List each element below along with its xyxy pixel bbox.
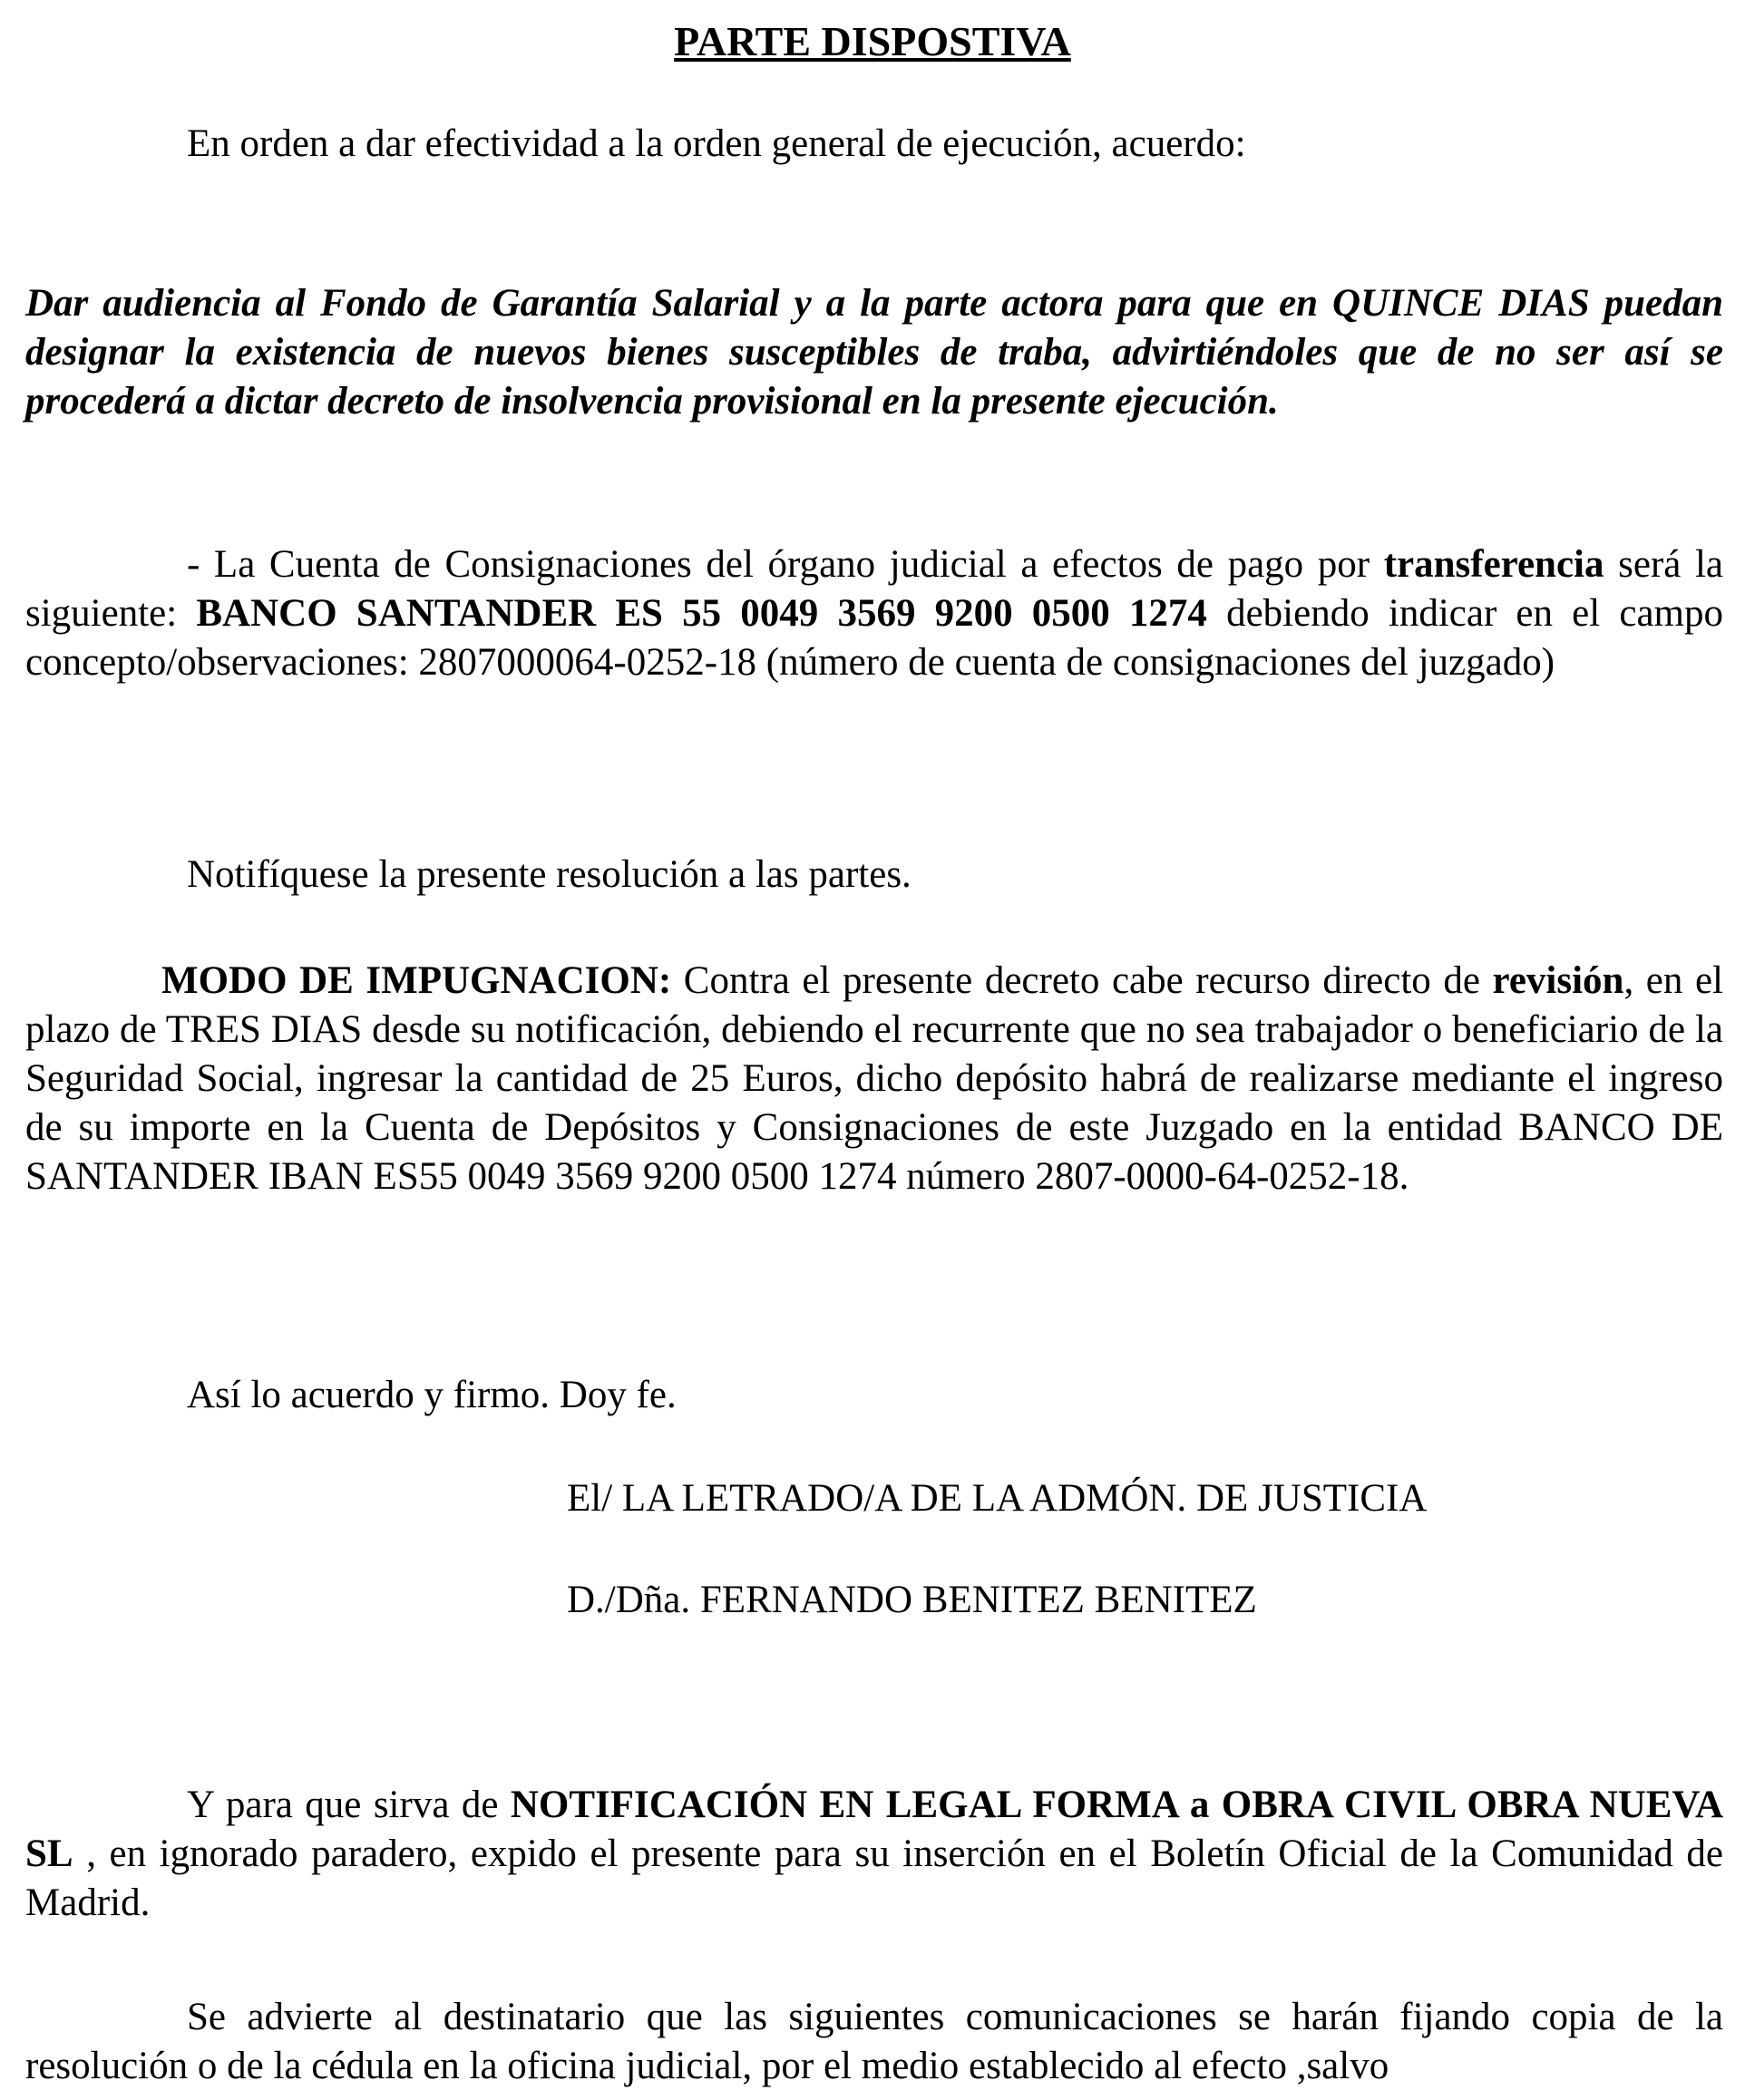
appeal-part1: Contra el presente decreto cabe recurso directo de (671, 959, 1493, 1002)
account-transfer: transferencia (1383, 543, 1604, 586)
account-bank: BANCO SANTANDER ES 55 0049 3569 9200 0500 1274 (196, 592, 1207, 635)
resolution-paragraph: Dar audiencia al Fondo de Garantía Salarial y a la parte actora para que en QUINCE DIAS puedan designar la existencia de nuevos bienes susceptibles de traba, advirtiéndoles que de no ser así se procederá a dictar decreto de insolvencia provisional en la presente ejecución. (25, 282, 1723, 423)
signature-role: El/ LA LETRADO/A DE LA ADMÓN. DE JUSTICIA (567, 1477, 1428, 1520)
notify-paragraph: Notifíquese la presente resolución a las partes. (187, 853, 911, 896)
signature-name: D./Dña. FERNANDO BENITEZ BENITEZ (567, 1579, 1257, 1621)
appeal-heading: MODO DE IMPUGNACION: (161, 959, 672, 1002)
account-tail: debiendo indicar en el campo concepto/observaciones: 2807000064-0252-18 (número de cuenta de consignaciones del juzgado) (25, 592, 1723, 684)
account-paragraph (25, 540, 1723, 687)
appeal-paragraph (25, 957, 1723, 1201)
intro-paragraph: En orden a dar efectividad a la orden general de ejecución, acuerdo: (187, 122, 1246, 165)
account-mid: será la siguiente: (25, 543, 1723, 635)
publication-paragraph (25, 1781, 1723, 1928)
closing-paragraph: Así lo acuerdo y firmo. Doy fe. (187, 1374, 677, 1416)
publication-bold: NOTIFICACIÓN EN LEGAL FORMA a OBRA CIVIL OBRA NUEVA SL (25, 1784, 1723, 1875)
account-lead: - La Cuenta de Consignaciones del órgano judicial a efectos de pago por (187, 543, 1384, 586)
publication-lead: Y para que sirva de (187, 1784, 511, 1826)
appeal-part2: , en el plazo de TRES DIAS desde su notificación, debiendo el recurrente que no sea trabajador o beneficiario de la Seguridad Social, ingresar la cantidad de 25 Euros, dicho depósito habrá de realizarse mediante el ingreso de su importe en la Cuenta de Depósitos y Consignaciones de este Juzgado en la entidad BANCO DE SANTANDER IBAN ES55 0049 3569 9200 0500 1274 número 2807-0000-64-0252-18. (25, 959, 1723, 1198)
warning-paragraph: Se advierte al destinatario que las siguientes comunicaciones se harán fijando copia de la resolución o de la cédula en la oficina judicial, por el medio establecido al efecto ,salvo (25, 1996, 1723, 2087)
appeal-revision: revisión (1492, 959, 1624, 1002)
publication-tail: , en ignorado paradero, expido el presente para su inserción en el Boletín Oficial de la Comunidad de Madrid. (25, 1833, 1723, 1924)
page-title: PARTE DISPOSTIVA (674, 18, 1071, 64)
